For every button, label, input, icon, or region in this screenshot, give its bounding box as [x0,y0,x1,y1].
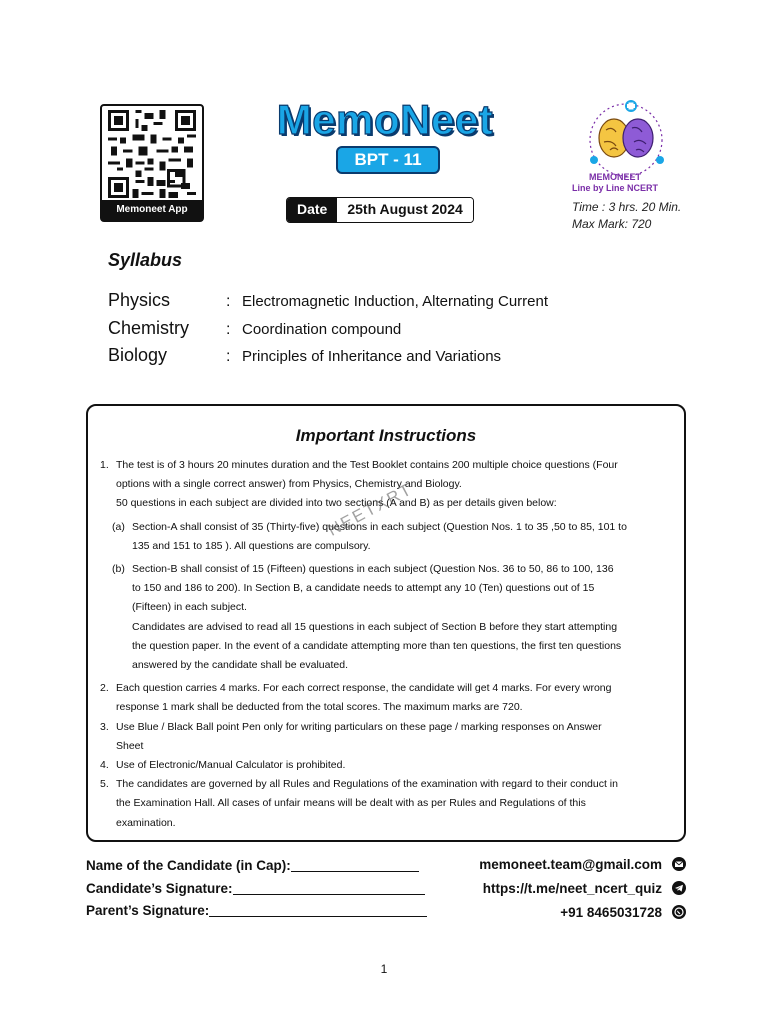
instruction-item-3 [100,718,670,756]
text-line: response 1 mark shall be deducted from the total scores. The maximum marks are 720. [116,701,523,714]
date-badge [286,197,474,223]
email-text[interactable]: memoneet.team@gmail.com [479,856,662,872]
instructions-box [86,404,686,842]
date-label: Date [287,198,337,222]
item-number: 1. [100,459,109,471]
syllabus-colon: : [226,293,231,310]
email-icon [672,857,686,871]
qr-code-box [100,104,204,222]
instruction-item-5 [100,775,670,833]
text-line: Use of Electronic/Manual Calculator is prohibited. [116,759,346,772]
contact-phone[interactable] [560,901,686,923]
instruction-item-4 [100,756,670,775]
exam-time: Time : 3 hrs. 20 Min. [572,200,682,214]
text-line: (Fifteen) in each subject. [132,601,247,614]
text-line: the question paper. In the event of a candidate attempting more than ten questions, the first ten questions [132,639,622,652]
logo-text-main: MEMONEET [588,172,641,182]
parent-signature-field[interactable] [86,899,427,921]
syllabus-row-biology [108,345,501,369]
item-number: 2. [100,682,109,695]
syllabus-subject: Biology [108,345,168,365]
syllabus-row-physics [108,290,548,314]
text-line: Use Blue / Black Ball point Pen only for writing particulars on these page / marking responses on Answer [116,720,602,733]
candidate-name-line[interactable] [291,858,419,872]
qr-label: Memoneet App [102,200,202,220]
syllabus-subject: Chemistry [108,318,190,338]
item-number: 3. [100,720,109,733]
syllabus-topic: Coordination compound [242,321,402,338]
text-line: options with a single correct answer) from Physics, Chemistry and Biology. [116,478,462,491]
text-line: examination. [116,816,176,829]
telegram-text[interactable]: https://t.me/neet_ncert_quiz [482,880,662,896]
text-line: The candidates are governed by all Rules and Regulations of the examination with regard to their conduct in [116,778,618,791]
item-number: 4. [100,759,109,772]
brand-title: MemoNeet [276,96,494,143]
instruction-item-a [112,518,670,556]
candidate-signature-line[interactable] [233,881,425,895]
text-line: Each question carries 4 marks. For each correct response, the candidate will get 4 marks. For every wrong [116,682,612,695]
text-line: Section-B shall consist of 15 (Fifteen) questions in each subject (Question Nos. 36 to 50, 86 to 100, 136 [132,563,614,576]
item-number: (a) [112,520,125,533]
syllabus-topic: Electromagnetic Induction, Alternating Current [242,293,548,310]
parent-signature-line[interactable] [209,903,427,917]
candidate-signature-label: Candidate’s Signature: [86,880,233,896]
date-value: 25th August 2024 [337,198,472,222]
syllabus-subject: Physics [108,290,171,310]
text-line: 135 and 151 to 185 ). All questions are compulsory. [132,539,371,552]
max-mark: Max Mark: 720 [572,217,652,231]
syllabus-topic: Principles of Inheritance and Variations [242,348,502,365]
watermark: NEETXRT [324,479,416,540]
instruction-item-b [112,560,670,675]
text-line: Section-A shall consist of 35 (Thirty-five) questions in each subject (Question Nos. 1 to 35 ,50 to 85, 101 to [132,520,627,533]
text-line: The test is of 3 hours 20 minutes duration and the Test Booklet contains 200 multiple choice questions (Four [116,459,618,471]
text-line: 50 questions in each subject are divided into two sections (A and B) as per details given below: [116,497,557,510]
phone-text[interactable]: +91 8465031728 [560,904,662,920]
candidate-name-field[interactable] [86,854,419,876]
text-line: Sheet [116,739,144,752]
text-line: Candidates are advised to read all 15 questions in each subject of Section B before they start attempting [132,620,618,633]
contact-email[interactable] [479,853,686,875]
whatsapp-icon [672,905,686,919]
page-number: 1 [380,962,388,976]
item-number: 5. [100,778,109,791]
qr-code-icon [108,110,196,198]
syllabus-colon: : [226,348,231,365]
logo-text-tagline: Line by Line NCERT [571,183,658,193]
candidate-name-label: Name of the Candidate (in Cap): [86,857,291,873]
text-line: to 150 and 186 to 200). In Section B, a candidate needs to attempt any 10 (Ten) questions out of 15 [132,582,595,595]
test-code-badge: BPT - 11 [336,146,440,174]
candidate-signature-field[interactable] [86,877,425,899]
syllabus-colon: : [226,321,231,338]
contact-telegram[interactable] [483,877,686,899]
parent-signature-label: Parent’s Signature: [86,902,210,918]
syllabus-row-chemistry [108,318,401,342]
text-line: answered by the candidate shall be evaluated. [132,659,348,672]
telegram-icon [672,881,686,895]
item-number: (b) [112,563,125,576]
instruction-item-2 [100,679,670,717]
text-line: the Examination Hall. All cases of unfair means will be dealt with as per Rules and Regulations of this [116,797,586,810]
syllabus-title: Syllabus [108,250,183,270]
instructions-title: Important Instructions [295,426,477,445]
